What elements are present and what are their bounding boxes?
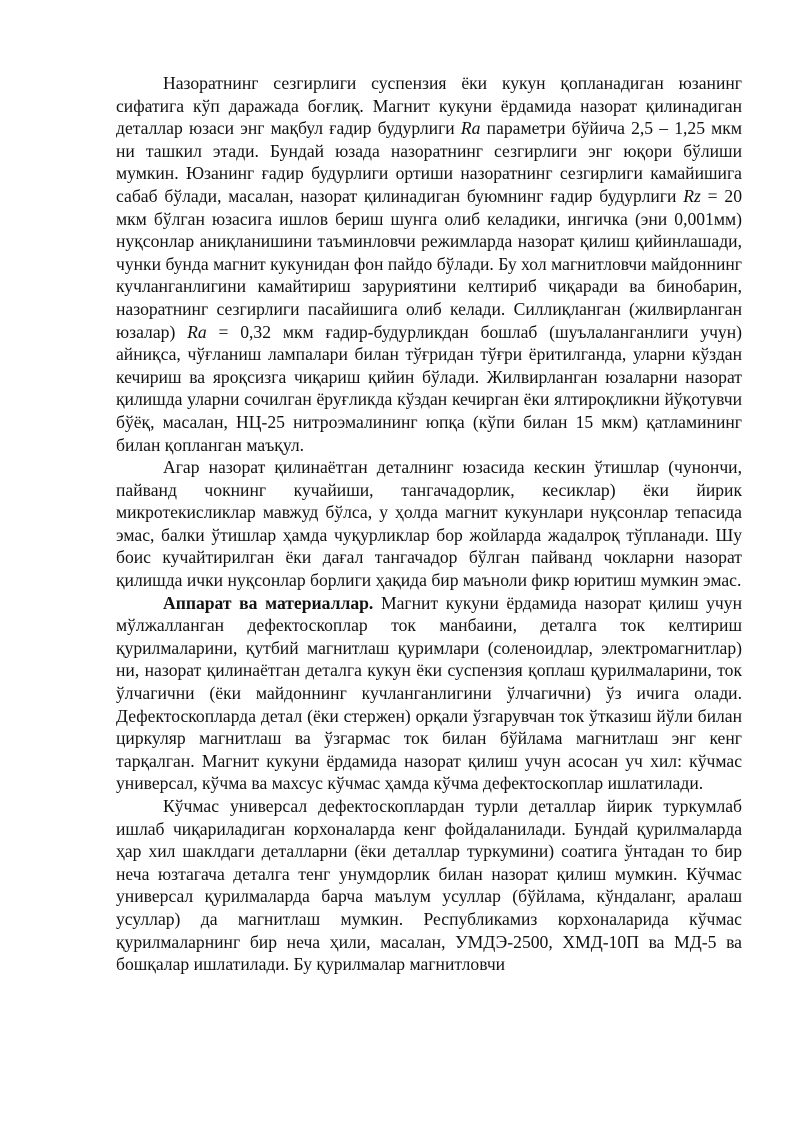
text-run: = 20 мкм бўлган юзасига ишлов бериш шунга олиб келадики, ингичка (эни 0,001мм) нуқсонлар аниқланишини таъминловчи режимларда назорат қилиш қийинлашади, чунки бунда магнит кукунидан фон пайдо бўлади. Бу хол магнитловчи майдоннинг кучланганлигини камайтириш заруриятини келтириб чиқаради ва бинобарин, назоратнинг сезгирлиги пасайишига олиб келади. Силлиқланган (жилвирланган юзалар) (116, 185, 742, 342)
symbol-ra: Ra (460, 118, 481, 139)
paragraph-apparatus (116, 592, 742, 795)
text-run: параметри бўйича 2,5 – 1,25 мкм ни ташкил этади. Бундай юзада назоратнинг сезгирлиги энг юқори бўлиши мумкин. Юзанинг ғадир будурлиги ортиши назоратнинг сезгирлиги камайишига сабаб бўлади, масалан, назорат қилинадиган буюмнинг ғадир будурлиги (116, 118, 742, 206)
paragraph-surface-roughness (116, 72, 742, 456)
symbol-ra: Ra (187, 321, 207, 342)
symbol-rz: Rz (683, 185, 701, 206)
text-run: = 0,32 мкм ғадир-будурликдан бошлаб (шуълаланганлиги учун) айниқса, чўғланиш лампалари билан тўғридан тўғри ёритилганда, уларни кўздан кечириш ва яроқсизга чиқариш қийин бўлади. Жилвирланган юзаларни назорат қилишда уларни сочилган ёруғликда кўздан кечирган ёки ялтироқликни йўқотувчи бўёқ, масалан, НЦ-25 нитроэмалининг юпқа (кўпи билан 15 мкм) қатламининг билан қопланган маъқул. (116, 321, 743, 455)
text-run: Магнит кукуни ёрдамида назорат қилиш учун мўлжалланган дефектоскоплар ток манбаини, деталга ток келтириш қурилмаларини, қутбий магнитлаш қуримлари (соленоидлар, электромагнитлар) ни, назорат қилинаётган деталга кукун ёки суспензия қоплаш қурилмаларини, ток ўлчагични (ёки майдоннинг кучланганлигини ўлчагични) ўз ичига олади. Дефектоскопларда детал (ёки стержен) орқали ўзгарувчан ток ўтказиш йўли билан циркуляр магнитлаш ва ўзгармас ток билан бўйлама магнитлаш энг кенг тарқалган. Магнит кукуни ёрдамида назорат қилиш учун асосан уч хил: кўчмас универсал, кўчма ва махсус кўчмас ҳамда кўчма дефектоскоплар ишлатилади. (116, 592, 742, 794)
document-page (116, 72, 742, 976)
paragraph-sharp-transitions: Агар назорат қилинаётган деталнинг юзасида кескин ўтишлар (чунончи, пайванд чокнинг кучайиши, тангачадорлик, кесиклар) ёки йирик микротекисликлар мавжуд бўлса, у ҳолда магнит кукунлари нуқсонлар тепасида эмас, балки ўтишлар ҳамда чуқурликлар бор жойларда жадалроқ тўпланади. Шу боис кучайтирилган ёки дағал тангачадор бўлган пайванд чокларни назорат қилишда ички нуқсонлар борлиги ҳақида бир маъноли фикр юритиш мумкин эмас. (116, 457, 742, 591)
text-run: Назоратнинг сезгирлиги суспензия ёки кукун қопланадиган юзанинг сифатига кўп даражада боғлиқ. Магнит кукуни ёрдамида назорат қилинадиган деталлар юзаси энг мақбул ғадир будурлиги (116, 73, 742, 139)
section-heading: Аппарат ва материаллар. (163, 592, 374, 613)
paragraph-stationary-defectoscopes: Кўчмас универсал дефектоскоплардан турли деталлар йирик туркумлаб ишлаб чиқариладиган корхоналарда кенг фойдаланилади. Бундай қурилмаларда ҳар хил шаклдаги деталларни (ёки деталлар туркумини) соатига ўнтадан то бир неча юзтагача деталга тенг унумдорлик билан назорат қилиш мумкин. Кўчмас универсал қурилмаларда барча маълум усуллар (бўйлама, кўндаланг, аралаш усуллар) да магнитлаш мумкин. Республикамиз корхоналарида кўчмас қурилмаларнинг бир неча ҳили, масалан, УМДЭ-2500, ХМД-10П ва МД-5 ва бошқалар ишлатилади. Бу қурилмалар магнитловчи (116, 796, 742, 975)
